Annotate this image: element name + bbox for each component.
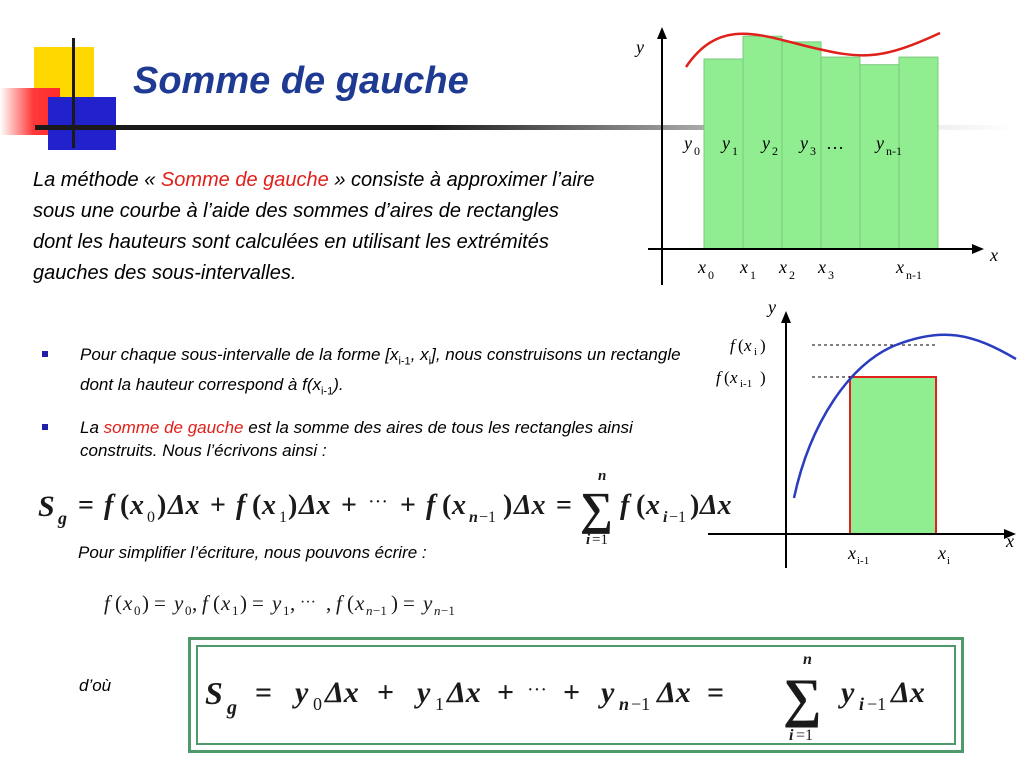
bullet-subscript: i-1	[320, 385, 334, 398]
sum-lower-i: i	[586, 532, 591, 548]
formula-sub: −1	[441, 603, 455, 618]
bullet-subscript: i-1	[398, 355, 411, 368]
formula-result	[191, 640, 961, 750]
x-axis-arrow-icon	[972, 244, 984, 254]
label-sub: i-1	[740, 378, 753, 390]
formula-paren-close: )	[503, 490, 513, 521]
rectangle-bar	[899, 57, 938, 249]
y-label-sub: 2	[772, 144, 778, 158]
bullet-marker	[42, 351, 48, 357]
formula-plus: +	[341, 490, 357, 521]
formula-x: x	[130, 490, 144, 521]
x-label-sub: 2	[789, 268, 795, 282]
formula-eq: =	[556, 490, 572, 521]
formula-plus: +	[400, 490, 416, 521]
formula-paren-close: )	[288, 490, 298, 521]
formula-f: f	[426, 490, 436, 521]
bullet-subscript: i	[428, 355, 432, 368]
formula-x: x	[221, 591, 231, 615]
formula-y: y	[272, 591, 282, 615]
y-label-sub: 1	[732, 144, 738, 158]
decor-blue-square	[48, 97, 116, 150]
intro-before: La méthode «	[33, 169, 161, 191]
formula-dots: ···	[527, 679, 547, 701]
x-label-sub: 1	[750, 268, 756, 282]
formula-paren-open: (	[115, 591, 122, 615]
formula-sub: 0	[313, 694, 322, 714]
formula-y: y	[423, 591, 433, 615]
sigma-icon: ∑	[580, 483, 613, 534]
single-rectangle-graph	[700, 293, 1024, 578]
formula-dots: ···	[368, 491, 388, 513]
formula-paren-close: )	[157, 490, 167, 521]
formula-plus: +	[210, 490, 226, 521]
label-x: x	[744, 336, 752, 355]
formula-sub: n	[366, 603, 373, 618]
formula-eq: =	[252, 591, 264, 615]
formula-f: f	[104, 490, 114, 521]
x-labels-group	[697, 257, 922, 282]
label-paren-open: (	[738, 336, 744, 355]
slide-title: Somme de gauche	[133, 60, 469, 102]
y-axis-arrow-icon	[781, 311, 791, 323]
formula-paren-close: )	[240, 591, 247, 615]
formula-y: y	[417, 676, 431, 709]
formula-paren-open: (	[120, 490, 130, 521]
y-label: …	[826, 133, 844, 153]
bullet-text: La	[80, 417, 104, 437]
formula-plus: +	[563, 676, 581, 709]
intro-paragraph	[33, 165, 603, 289]
label-x: x	[730, 368, 738, 387]
formula-sub: −1	[373, 603, 387, 618]
label-paren-close: )	[760, 336, 766, 355]
formula-dots: ···	[300, 594, 316, 611]
formula-comma: ,	[290, 591, 296, 615]
formula-dx: Δx	[168, 490, 200, 521]
formula-sub: 0	[185, 603, 192, 618]
formula-sub: 1	[232, 603, 239, 618]
formula-sub-g: g	[227, 697, 237, 719]
label-sub: i	[947, 555, 951, 567]
formula-x: x	[646, 490, 660, 521]
rectangle-bar	[821, 57, 860, 249]
x-label-sub: 0	[708, 268, 714, 282]
bullet-text: ).	[333, 375, 344, 395]
formula-paren-open: (	[252, 490, 262, 521]
formula-sub: 0	[134, 603, 141, 618]
formula-paren-open: (	[442, 490, 452, 521]
formula-f: f	[620, 490, 630, 521]
formula-y: y	[295, 676, 309, 709]
y-axis-arrow-icon	[657, 27, 667, 39]
x-label: x	[740, 257, 748, 277]
bullet-text: ], nous construisons un rectangle dont la hauteur correspond à f(	[80, 345, 681, 395]
formula-paren-open: (	[347, 591, 354, 615]
formula-x: x	[123, 591, 133, 615]
bullet-highlight: somme de gauche	[103, 417, 244, 437]
label-x-left	[847, 543, 869, 567]
label-paren-open: (	[724, 368, 730, 387]
bullet-var: x	[312, 375, 321, 395]
decor-vertical-line	[72, 38, 75, 148]
y-label: y	[800, 133, 808, 153]
label-f: f	[716, 368, 721, 387]
bullet-item-1	[42, 343, 702, 404]
formula-f: f	[104, 591, 110, 615]
y-axis-label: y	[768, 297, 776, 317]
formula-sub: n	[619, 694, 630, 714]
formula-paren-open: (	[213, 591, 220, 615]
sum-upper-bound: n	[803, 651, 812, 668]
sum-upper-bound: n	[598, 468, 607, 484]
formula-substitution	[96, 583, 566, 623]
rectangles-graph	[636, 25, 1010, 295]
formula-f: f	[236, 490, 246, 521]
bullet-item-2	[42, 416, 702, 462]
formula-eq: =	[154, 591, 166, 615]
formula-x: x	[355, 591, 365, 615]
formula-paren-close: )	[690, 490, 700, 521]
formula-sub: −1	[479, 509, 497, 526]
formula-f: f	[202, 591, 208, 615]
y-label-sub: 3	[810, 144, 816, 158]
formula-dx: Δx	[700, 490, 732, 521]
formula-comma: ,	[192, 591, 198, 615]
formula-sub: i	[663, 509, 668, 526]
bullet-list	[42, 343, 702, 474]
label-x: x	[938, 543, 946, 563]
y-label: y	[684, 133, 692, 153]
formula-paren-open: (	[636, 490, 646, 521]
intro-after: » consiste à approximer l’aire sous une courbe à l’aide des sommes d’aires de rectangles dont les hauteurs sont calculées en utilisant les extrémités gauches des sous-intervalles.	[33, 169, 595, 284]
label-f: f	[730, 336, 735, 355]
label-fxi	[730, 336, 766, 358]
formula-sub: −1	[631, 694, 651, 714]
formula-paren-close: )	[391, 591, 398, 615]
label-x: x	[848, 543, 856, 563]
formula-sub: n	[434, 603, 441, 618]
formula-eq: =	[255, 676, 273, 709]
y-axis-label: y	[636, 37, 644, 57]
formula-y: y	[601, 676, 615, 709]
bullet-text: ,	[410, 345, 421, 364]
bullet-text: est la somme des aires de tous les rectangles ainsi construits. Nous l’écrivons ainsi :	[80, 417, 633, 460]
formula-dx: Δx	[299, 490, 331, 521]
y-label: y	[762, 133, 770, 153]
formula-f: f	[336, 591, 342, 615]
formula-x: x	[452, 490, 466, 521]
formula-y: y	[174, 591, 184, 615]
formula-y: y	[841, 676, 855, 709]
x-axis-label: x	[990, 245, 998, 265]
label-fxi1	[716, 368, 766, 390]
intro-highlight: Somme de gauche	[160, 169, 329, 191]
formula-dx: Δx	[447, 676, 481, 709]
formula-sub: 0	[147, 509, 155, 526]
sigma-icon: ∑	[783, 668, 822, 728]
formula-sub: 1	[435, 694, 444, 714]
y-label-sub: n-1	[886, 144, 902, 158]
formula-left-sum	[30, 468, 750, 548]
x-axis-label: x	[1006, 531, 1014, 551]
formula-x: x	[262, 490, 276, 521]
formula-dx: Δx	[514, 490, 546, 521]
y-label-sub: 0	[694, 144, 700, 158]
formula-plus: +	[377, 676, 395, 709]
label-x-right	[937, 543, 950, 567]
x-label: x	[698, 257, 706, 277]
formula-paren-close: )	[142, 591, 149, 615]
formula-sub-g: g	[58, 508, 67, 528]
formula-dx: Δx	[325, 676, 359, 709]
x-label: x	[779, 257, 787, 277]
result-frame	[188, 637, 964, 753]
x-label: x	[896, 257, 904, 277]
label-paren-close: )	[760, 368, 766, 387]
bullet-var: x	[389, 345, 399, 364]
y-label: y	[722, 133, 730, 153]
label-sub: i-1	[857, 555, 870, 567]
sum-lower-eq: =1	[796, 727, 814, 744]
label-sub: i	[754, 346, 758, 358]
bullet-marker	[42, 424, 48, 430]
bullet-text: Pour chaque sous-intervalle de la forme [	[80, 345, 390, 364]
formula-sub: −1	[669, 509, 687, 526]
sum-lower-eq: =1	[592, 532, 608, 548]
formula-sub: −1	[867, 694, 887, 714]
formula-sub: 1	[283, 603, 290, 618]
formula-symbol-S: S	[205, 675, 223, 711]
x-label-sub: n-1	[906, 268, 922, 282]
formula-dx: Δx	[657, 676, 691, 709]
formula-sub: n	[469, 509, 478, 526]
x-label-sub: 3	[828, 268, 834, 282]
formula-plus: +	[497, 676, 515, 709]
left-rectangle	[850, 377, 936, 534]
sum-lower-i: i	[789, 727, 794, 744]
x-label: x	[818, 257, 826, 277]
y-label: y	[876, 133, 884, 153]
formula-comma: ,	[326, 591, 332, 615]
formula-eq: =	[707, 676, 725, 709]
simplify-text: Pour simplifier l’écriture, nous pouvons écrire :	[78, 543, 427, 562]
bullet-var: x	[420, 345, 429, 364]
formula-sub: i	[859, 694, 865, 714]
rectangles-group	[704, 36, 938, 249]
formula-dx: Δx	[891, 676, 925, 709]
formula-sub: 1	[279, 509, 287, 526]
dou-text: d’où	[79, 676, 112, 695]
formula-eq: =	[403, 591, 415, 615]
formula-symbol-S: S	[38, 490, 55, 523]
formula-eq: =	[78, 490, 94, 521]
